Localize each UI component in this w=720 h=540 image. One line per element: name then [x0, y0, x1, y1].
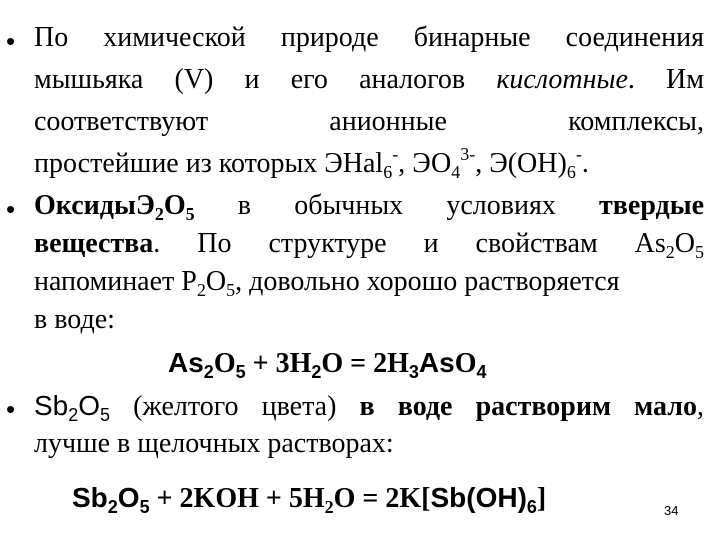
paragraph-2-line-3 — [34, 264, 704, 300]
paragraph-2-line-2 — [34, 226, 704, 262]
bullet-marker: • — [6, 26, 16, 56]
paragraph-2-line-1 — [34, 188, 704, 224]
text: простейшие из которых ЭHal — [34, 148, 384, 179]
text: . Им — [627, 64, 704, 95]
paragraph-3-line-2 — [34, 426, 704, 462]
paragraph-2-line-4 — [34, 302, 704, 338]
bullet-marker: • — [6, 194, 16, 224]
bold-term: в воде растворим мало — [359, 391, 697, 422]
text: , Э(OH) — [475, 148, 567, 179]
text: По химической природе бинарные соединения — [34, 22, 704, 53]
text: соответствуют анионные комплексы, — [34, 106, 704, 137]
subscript: 2 — [68, 405, 79, 425]
text: , ЭО — [398, 148, 452, 179]
text: напоминает P — [34, 266, 197, 297]
page-number: 34 — [664, 503, 679, 518]
text: (желтого цвета) — [110, 391, 360, 422]
paragraph-3-line-1 — [34, 388, 704, 424]
text: O — [674, 228, 695, 259]
subscript: 2 — [154, 204, 164, 224]
text: лучше в щелочных растворах: — [34, 428, 394, 459]
paragraph-1-line-2 — [34, 62, 704, 98]
superscript: - — [575, 144, 582, 164]
bold-term: Оксиды — [34, 190, 136, 221]
text: . По структуре и свойствам As — [153, 228, 666, 259]
bold-term: вещества — [34, 228, 154, 259]
subscript: 2 — [196, 280, 206, 300]
subscript: 2 — [665, 242, 675, 262]
text: в обычных условиях — [194, 190, 600, 221]
subscript: 5 — [695, 242, 704, 262]
bold-term: твердые — [599, 190, 704, 221]
text: , довольно хорошо растворяется — [235, 266, 620, 297]
text: O — [205, 266, 227, 297]
equation-2: $Sb_2O_5 + 2KOH + 5H_2O = 2K[Sb(OH)_6]$ — [72, 482, 547, 517]
superscript: 3- — [460, 144, 476, 164]
equation-1: $As_2O_5 + 3H_2O = 2H_3AsO_4$ — [168, 347, 487, 382]
text: в воде: — [34, 304, 115, 335]
bullet-marker: • — [6, 394, 16, 424]
subscript: 5 — [185, 204, 195, 224]
subscript: 5 — [226, 280, 236, 300]
subscript: 6 — [566, 162, 576, 182]
paragraph-1-line-4 — [34, 146, 704, 182]
text: Э — [135, 190, 155, 221]
text: , — [697, 391, 704, 422]
formula-text: Sb — [34, 390, 69, 421]
italic-term: кислотные — [496, 64, 628, 95]
text: . — [581, 148, 589, 179]
formula-text: O — [78, 390, 101, 421]
text: мышьяка (V) и его аналогов — [34, 64, 497, 95]
subscript: 6 — [383, 162, 393, 182]
text: O — [163, 190, 186, 221]
subscript: 4 — [451, 162, 461, 182]
superscript: - — [392, 144, 399, 164]
paragraph-1-line-1 — [34, 20, 704, 56]
paragraph-1-line-3 — [34, 104, 704, 140]
subscript: 5 — [100, 405, 111, 425]
